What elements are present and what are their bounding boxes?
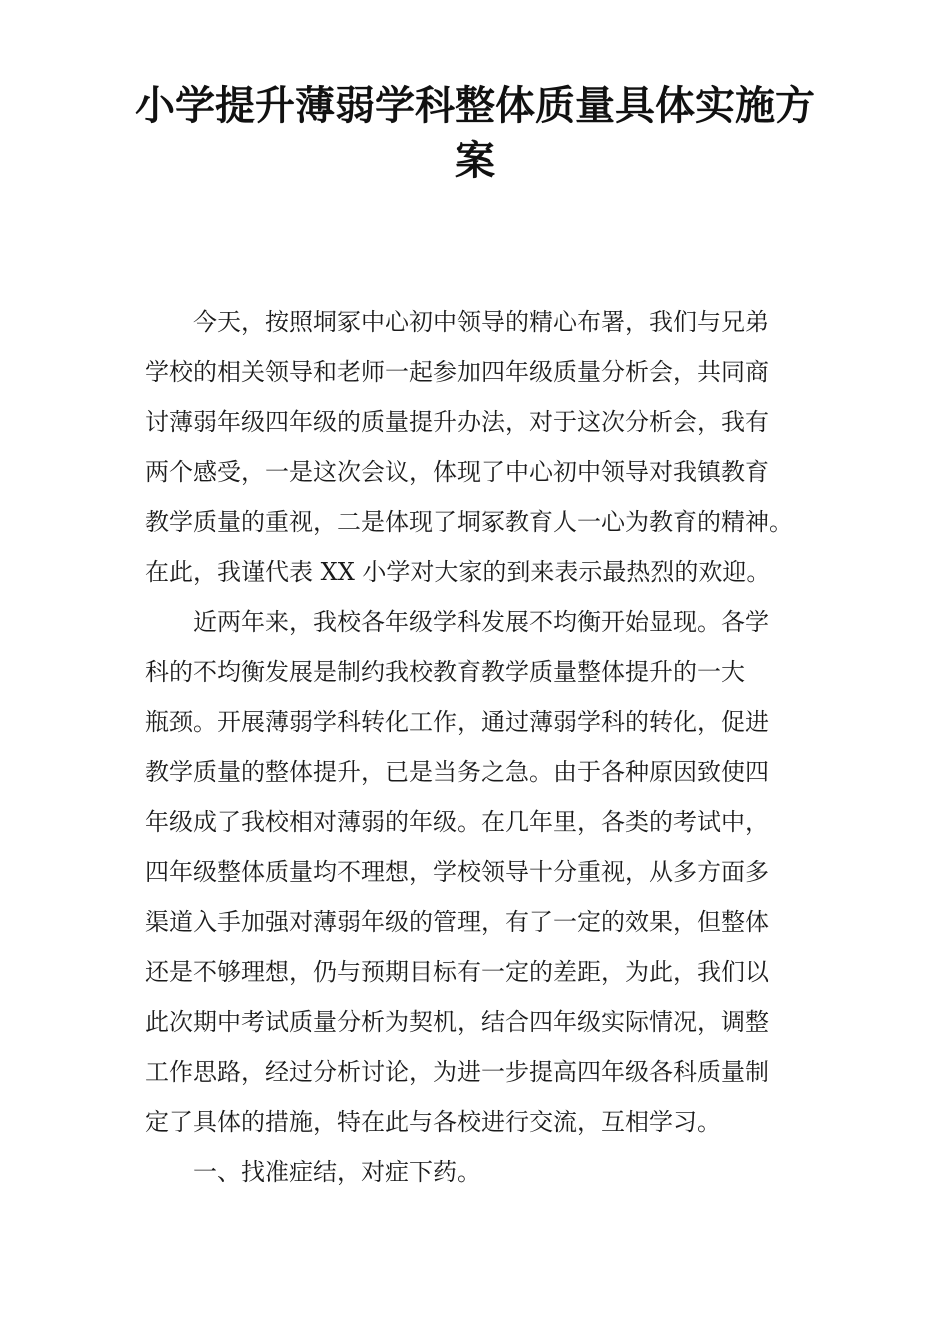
paragraph-line: 教学质量的整体提升，已是当务之急。由于各种原因致使四 [145, 758, 769, 786]
paragraph-line: 工作思路，经过分析讨论，为进一步提高四年级各科质量制 [145, 1058, 769, 1086]
paragraph-intro [145, 297, 835, 597]
document-title [100, 78, 850, 188]
paragraph-line: 瓶颈。开展薄弱学科转化工作，通过薄弱学科的转化，促进 [145, 708, 769, 736]
section-heading-1 [145, 1147, 835, 1197]
paragraph-line: 近两年来，我校各年级学科发展不均衡开始显现。各学 [193, 608, 769, 636]
paragraph-line: 还是不够理想，仍与预期目标有一定的差距，为此，我们以 [145, 958, 769, 986]
paragraph-line: 讨薄弱年级四年级的质量提升办法，对于这次分析会，我有 [145, 408, 769, 436]
section-heading-line: 一、找准症结，对症下药。 [193, 1158, 481, 1186]
paragraph-line: 教学质量的重视，二是体现了垌冢教育人一心为教育的精神。 [145, 508, 793, 536]
paragraph-line: 四年级整体质量均不理想，学校领导十分重视，从多方面多 [145, 858, 769, 886]
paragraph-line: 定了具体的措施，特在此与各校进行交流，互相学习。 [145, 1108, 721, 1136]
paragraph-line: 年级成了我校相对薄弱的年级。在几年里，各类的考试中， [145, 808, 769, 836]
title-line: 案 [455, 137, 495, 184]
paragraph-line: 两个感受，一是这次会议，体现了中心初中领导对我镇教育 [145, 458, 769, 486]
paragraph-line: 此次期中考试质量分析为契机，结合四年级实际情况，调整 [145, 1008, 769, 1036]
paragraph-line: 科的不均衡发展是制约我校教育教学质量整体提升的一大 [145, 658, 745, 686]
paragraph-line: 学校的相关领导和老师一起参加四年级质量分析会，共同商 [145, 358, 769, 386]
title-line: 小学提升薄弱学科整体质量具体实施方 [135, 82, 815, 129]
paragraph-line: 渠道入手加强对薄弱年级的管理，有了一定的效果，但整体 [145, 908, 769, 936]
paragraph-background [145, 597, 835, 1147]
document-body [145, 297, 835, 1197]
paragraph-line: 今天，按照垌冢中心初中领导的精心布署，我们与兄弟 [193, 308, 769, 336]
paragraph-line: 在此，我谨代表 XX 小学对大家的到来表示最热烈的欢迎。 [145, 558, 771, 586]
